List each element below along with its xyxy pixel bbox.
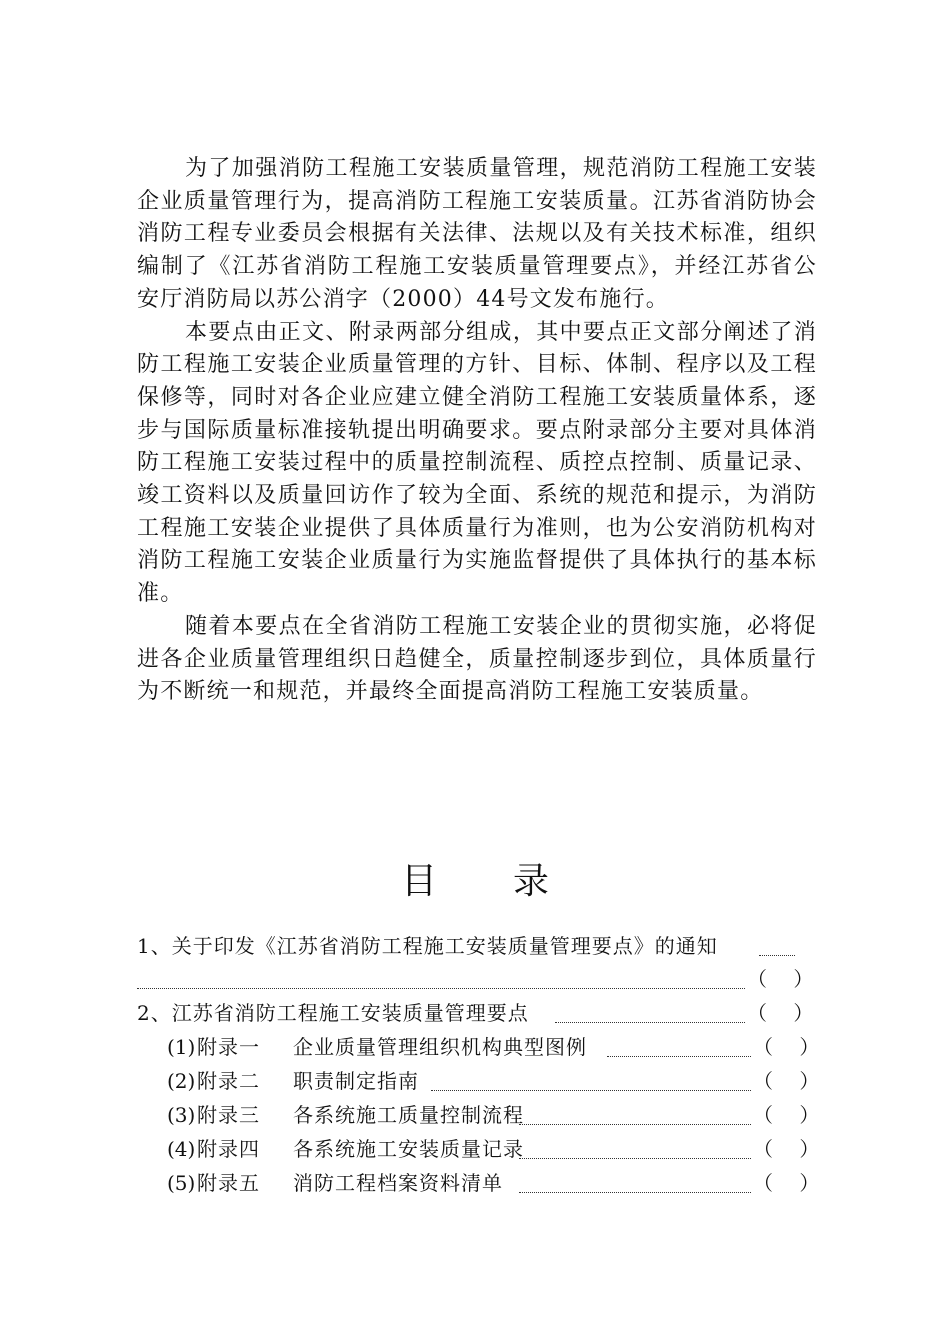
- appendix-number: (1): [167, 1035, 196, 1059]
- dot-leader: [607, 1056, 751, 1057]
- toc-entry-1-continued: [137, 963, 824, 995]
- dot-leader: [137, 988, 745, 989]
- dot-leader: [759, 955, 795, 956]
- appendix-title: 各系统施工质量控制流程: [293, 1103, 524, 1127]
- toc-page-number: （ ）: [747, 967, 824, 991]
- appendix-number: (3): [167, 1103, 196, 1127]
- toc-heading-char-2: 录: [513, 861, 550, 902]
- appendix-name: 附录四: [197, 1137, 260, 1161]
- preface-paragraph-2: 本要点由正文、附录两部分组成，其中要点正文部分阐述了消防工程施工安装企业质量管理的方针、目标、体制、程序以及工程保修等，同时对各企业应建立健全消防工程施工安装质量体系，逐步与国际质量标准接轨提出明确要求。要点附录部分主要对具体消防工程施工安装过程中的质量控制流程、质控点控制、质量记录、竣工资料以及质量回访作了较为全面、系统的规范和提示，为消防工程施工安装企业提供了具体质量行为准则，也为公安消防机构对消防工程施工安装企业质量行为实施监督提供了具体执行的基本标准。: [137, 319, 817, 607]
- dot-leader: [519, 1124, 751, 1125]
- dot-leader: [431, 1090, 751, 1091]
- toc-page-number: （ ）: [747, 1001, 824, 1025]
- toc-entry-label: 1、关于印发《江苏省消防工程施工安装质量管理要点》的通知: [137, 934, 718, 958]
- appendix-number: (2): [167, 1069, 196, 1093]
- preface-paragraph-3: 随着本要点在全省消防工程施工安装企业的贯彻实施，必将促进各企业质量管理组织日趋健全，质量控制逐步到位，具体质量行为不断统一和规范，并最终全面提高消防工程施工安装质量。: [137, 613, 817, 705]
- appendix-title: 消防工程档案资料清单: [293, 1171, 503, 1195]
- appendix-number: (4): [167, 1137, 196, 1161]
- dot-leader: [519, 1158, 751, 1159]
- toc-page-number: （ ）: [753, 1137, 830, 1161]
- preface-paragraph-1: 为了加强消防工程施工安装质量管理，规范消防工程施工安装企业质量管理行为，提高消防工程施工安装质量。江苏省消防协会消防工程专业委员会根据有关法律、法规以及有关技术标准，组织编制了《江苏省消防工程施工安装质量管理要点》，并经江苏省公安厅消防局以苏公消字（2000）44号文发布施行。: [137, 156, 817, 312]
- appendix-number: (5): [167, 1171, 196, 1195]
- toc-appendix-4[interactable]: [167, 1133, 830, 1165]
- toc-entry-label: 2、江苏省消防工程施工安装质量管理要点: [137, 1001, 529, 1025]
- toc-page-number: （ ）: [753, 1069, 830, 1093]
- appendix-name: 附录五: [197, 1171, 260, 1195]
- appendix-name: 附录三: [197, 1103, 260, 1127]
- toc-page-number: （ ）: [753, 1035, 830, 1059]
- dot-leader: [555, 1022, 745, 1023]
- toc-appendix-1[interactable]: [167, 1031, 830, 1063]
- toc-page-number: （ ）: [753, 1103, 830, 1127]
- appendix-title: 职责制定指南: [293, 1069, 419, 1093]
- dot-leader: [519, 1192, 751, 1193]
- toc-entry-2[interactable]: [137, 997, 824, 1029]
- toc-page-number: （ ）: [753, 1171, 830, 1195]
- toc-entry-1[interactable]: [137, 930, 817, 962]
- toc-heading-char-1: 目: [400, 861, 437, 902]
- appendix-name: 附录二: [197, 1069, 260, 1093]
- toc-appendix-2[interactable]: [167, 1065, 830, 1097]
- toc-appendix-3[interactable]: [167, 1099, 830, 1131]
- toc-appendix-5[interactable]: [167, 1167, 830, 1199]
- appendix-title: 各系统施工安装质量记录: [293, 1137, 524, 1161]
- appendix-title: 企业质量管理组织机构典型图例: [293, 1035, 587, 1059]
- toc-heading: [0, 858, 950, 906]
- preface: [137, 153, 817, 709]
- appendix-name: 附录一: [197, 1035, 260, 1059]
